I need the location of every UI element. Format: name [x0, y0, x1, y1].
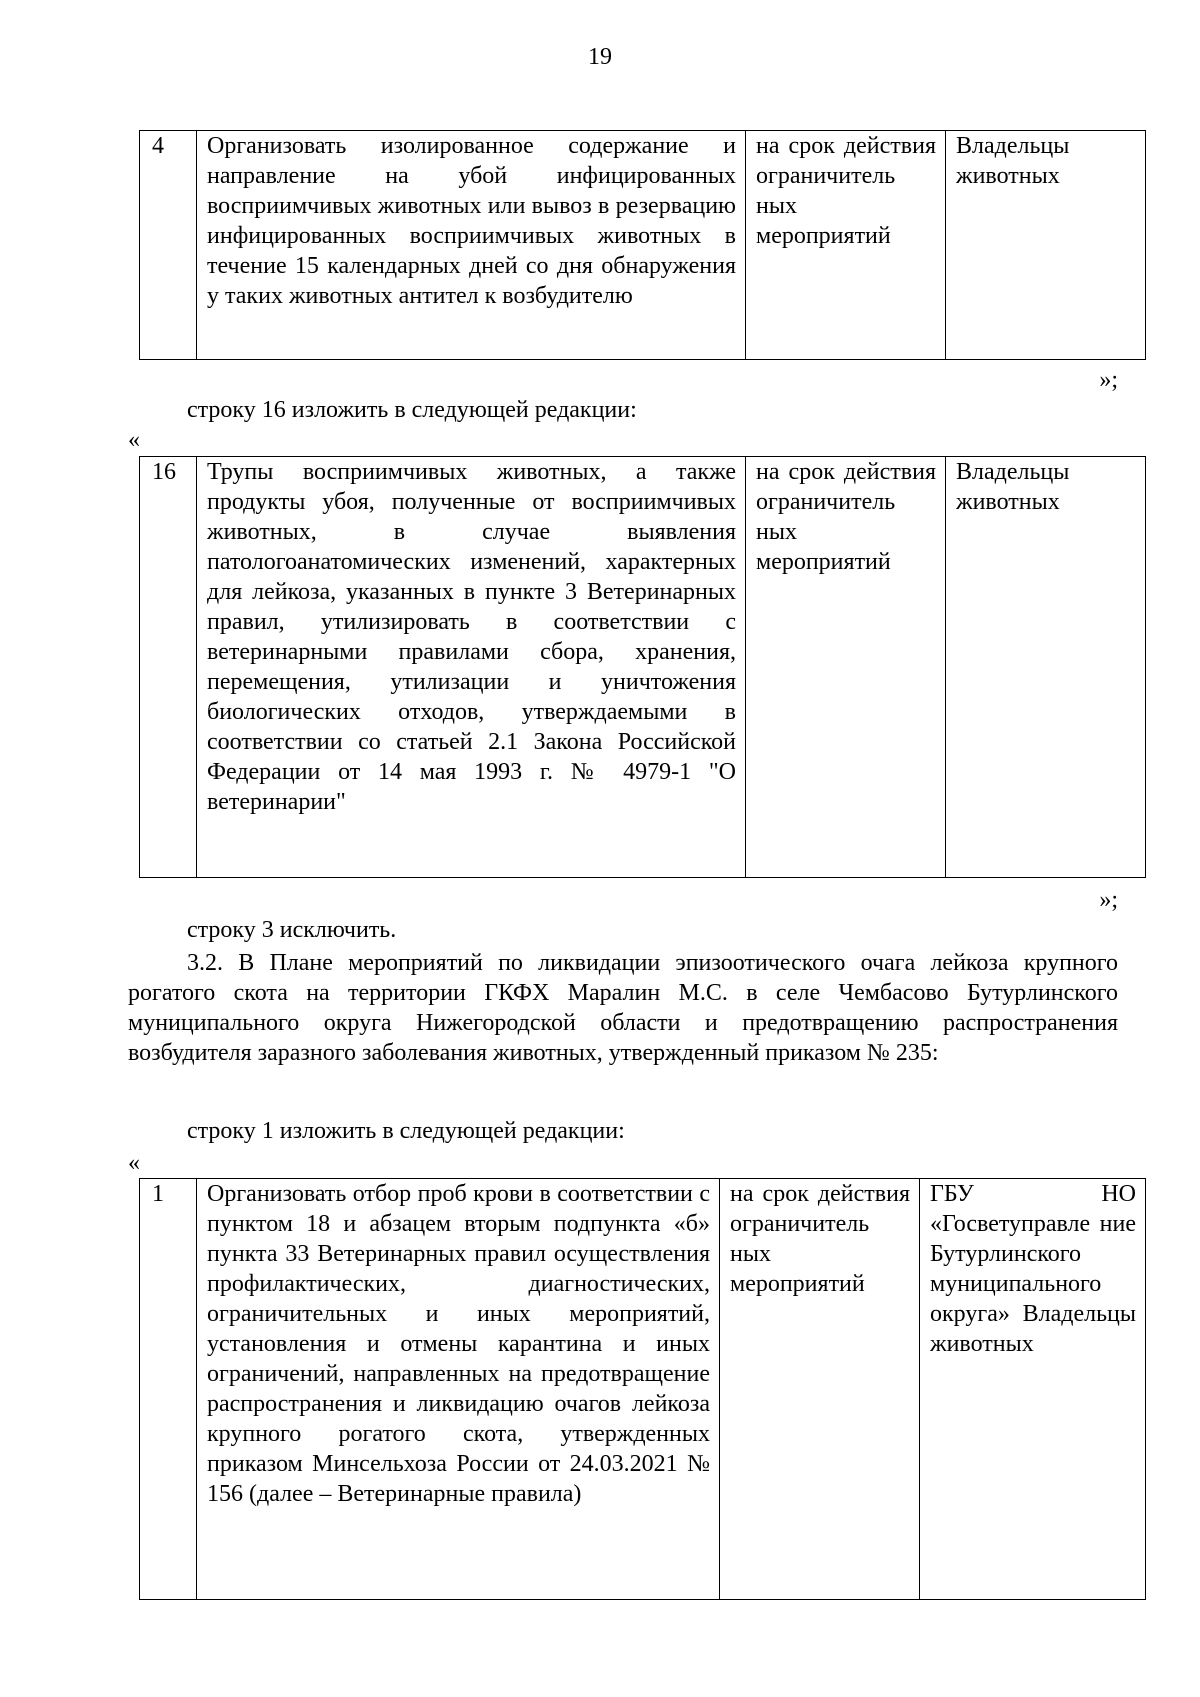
opening-quote: « [128, 427, 140, 453]
closing-quote: »; [1099, 367, 1118, 393]
page-number: 19 [588, 44, 612, 70]
plan-table-row-1 [139, 1178, 1146, 1600]
instruction-text: строку 16 изложить в следующей редакции: [187, 397, 637, 423]
measure-cell: Трупы восприимчивых животных, а также продукты убоя, полученные от восприимчивых животных, в случае выявления патологоанатомических изменений, характерных для лейкоза, указанных в пункте 3 Ветеринарных правил, утилизировать в соответствии с ветеринарными правилами сбора, хранения, перемещения, утилизации и уничтожения биологических отходов, утверждаемыми в соответствии со статьей 2.1 Закона Российской Федерации от 14 мая 1993 г. № 4979-1 "О ветеринарии" [197, 457, 746, 878]
instruction-text: строку 3 исключить. [187, 917, 397, 943]
plan-table-row-16 [139, 456, 1146, 878]
measure-cell: Организовать изолированное содержание и направление на убой инфицированных восприимчивых животных или вывоз в резервацию инфицированных восприимчивых животных в течение 15 календарных дней со дня обнаружения у таких животных антител к возбудителю [197, 131, 746, 360]
row-number: 16 [140, 457, 197, 878]
closing-quote: »; [1099, 887, 1118, 913]
row-number: 1 [140, 1179, 197, 1600]
opening-quote: « [128, 1150, 140, 1176]
term-cell: на срок действия ограничитель ных мероприятий [746, 457, 946, 878]
table-row [140, 131, 1146, 360]
table-row [140, 457, 1146, 878]
term-cell: на срок действия ограничитель ных мероприятий [746, 131, 946, 360]
term-cell: на срок действия ограничитель ных мероприятий [720, 1179, 920, 1600]
plan-table-row-4 [139, 130, 1146, 360]
measure-cell: Организовать отбор проб крови в соответствии с пунктом 18 и абзацем вторым подпункта «б» пункта 33 Ветеринарных правил осуществления профилактических, диагностических, ограничительных и иных мероприятий, установления и отмены карантина и иных ограничений, направленных на предотвращение распространения и ликвидацию очагов лейкоза крупного рогатого скота, утвержденных приказом Минсельхоза России от 24.03.2021 № 156 (далее – Ветеринарные правила) [197, 1179, 720, 1600]
table-row [140, 1179, 1146, 1600]
instruction-text: строку 1 изложить в следующей редакции: [187, 1118, 625, 1144]
row-number: 4 [140, 131, 197, 360]
paragraph-3-2: 3.2. В Плане мероприятий по ликвидации эпизоотического очага лейкоза крупного рогатого скота на территории ГКФХ Маралин М.С. в селе Чембасово Бутурлинского муниципального округа Нижегородской области и предотвращению распространения возбудителя заразного заболевания животных, утвержденный приказом № 235: [128, 950, 1118, 1066]
responsible-cell: Владельцы животных [946, 131, 1146, 360]
responsible-cell: ГБУ НО «Госветуправле ние Бутурлинского муниципального округа» Владельцы животных [920, 1179, 1146, 1600]
responsible-cell: Владельцы животных [946, 457, 1146, 878]
